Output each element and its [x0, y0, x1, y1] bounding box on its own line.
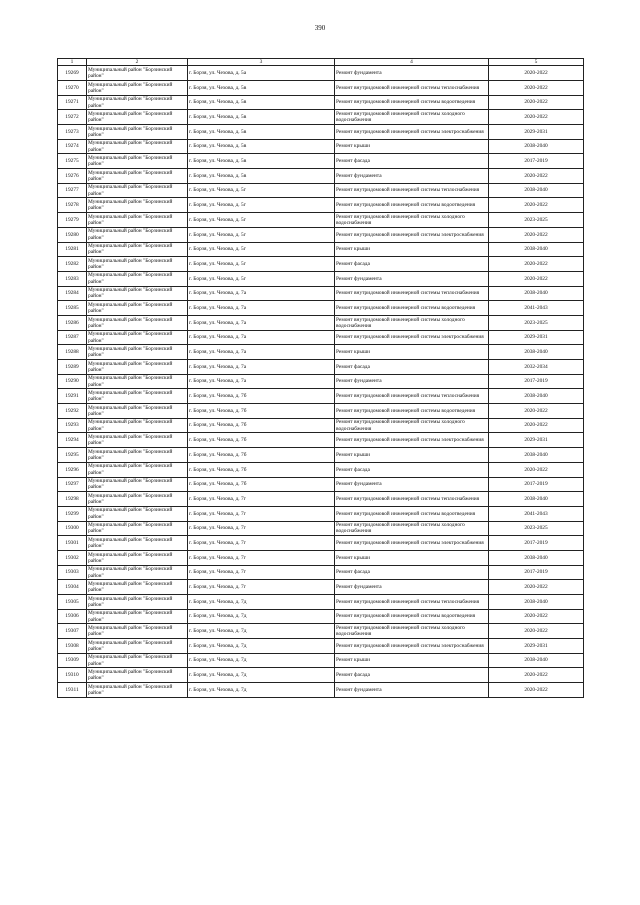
period-cell: 2038-2040 [489, 389, 584, 404]
address-cell: г. Борзя, ул. Чехова, д. 7д [188, 624, 335, 639]
row-number: 19274 [58, 139, 87, 154]
work-type-cell: Ремонт крыши [335, 448, 489, 463]
address-cell: г. Борзя, ул. Чехова, д. 5а [188, 66, 335, 81]
work-type-cell: Ремонт крыши [335, 345, 489, 360]
work-type-cell: Ремонт фундамента [335, 683, 489, 698]
district-cell: Муниципальный район "Борзинский район" [87, 154, 188, 169]
period-cell: 2023-2025 [489, 213, 584, 228]
address-cell: г. Борзя, ул. Чехова, д. 7а [188, 301, 335, 316]
work-type-cell: Ремонт внутридомовой инженерной системы водоотведения [335, 301, 489, 316]
district-cell: Муниципальный район "Борзинский район" [87, 330, 188, 345]
district-cell: Муниципальный район "Борзинский район" [87, 595, 188, 610]
district-cell: Муниципальный район "Борзинский район" [87, 550, 188, 565]
period-cell: 2020-2022 [489, 624, 584, 639]
period-cell: 2020-2022 [489, 418, 584, 433]
work-type-cell: Ремонт крыши [335, 653, 489, 668]
table-row [58, 668, 584, 683]
row-number: 19269 [58, 66, 87, 81]
period-cell: 2038-2040 [489, 653, 584, 668]
address-cell: г. Борзя, ул. Чехова, д. 7б [188, 448, 335, 463]
address-cell: г. Борзя, ул. Чехова, д. 5г [188, 271, 335, 286]
district-cell: Муниципальный район "Борзинский район" [87, 668, 188, 683]
table-row [58, 183, 584, 198]
table-row [58, 271, 584, 286]
address-cell: г. Борзя, ул. Чехова, д. 7г [188, 536, 335, 551]
address-cell: г. Борзя, ул. Чехова, д. 5г [188, 227, 335, 242]
column-number: 3 [188, 59, 335, 66]
work-type-cell: Ремонт внутридомовой инженерной системы теплоснабжения [335, 389, 489, 404]
work-type-cell: Ремонт фасада [335, 668, 489, 683]
address-cell: г. Борзя, ул. Чехова, д. 7б [188, 418, 335, 433]
table-row [58, 66, 584, 81]
work-type-cell: Ремонт внутридомовой инженерной системы холодного водоснабжения [335, 110, 489, 125]
work-type-cell: Ремонт внутридомовой инженерной системы водоотведения [335, 95, 489, 110]
table-row [58, 213, 584, 228]
address-cell: г. Борзя, ул. Чехова, д. 5в [188, 154, 335, 169]
period-cell: 2029-2031 [489, 125, 584, 140]
address-cell: г. Борзя, ул. Чехова, д. 7г [188, 565, 335, 580]
district-cell: Муниципальный район "Борзинский район" [87, 683, 188, 698]
district-cell: Муниципальный район "Борзинский район" [87, 80, 188, 95]
column-number: 5 [489, 59, 584, 66]
period-cell: 2017-2019 [489, 154, 584, 169]
period-cell: 2041-2043 [489, 506, 584, 521]
column-number: 4 [335, 59, 489, 66]
period-cell: 2032-2034 [489, 360, 584, 375]
work-type-cell: Ремонт внутридомовой инженерной системы электроснабжения [335, 536, 489, 551]
row-number: 19271 [58, 95, 87, 110]
table-row [58, 154, 584, 169]
row-number: 19276 [58, 169, 87, 184]
work-type-cell: Ремонт внутридомовой инженерной системы холодного водоснабжения [335, 624, 489, 639]
row-number: 19286 [58, 315, 87, 330]
district-cell: Муниципальный район "Борзинский район" [87, 125, 188, 140]
table-row [58, 433, 584, 448]
work-type-cell: Ремонт внутридомовой инженерной системы холодного водоснабжения [335, 315, 489, 330]
table-row [58, 360, 584, 375]
district-cell: Муниципальный район "Борзинский район" [87, 639, 188, 654]
row-number: 19299 [58, 506, 87, 521]
table-row [58, 506, 584, 521]
work-type-cell: Ремонт фасада [335, 360, 489, 375]
row-number: 19291 [58, 389, 87, 404]
table-row [58, 198, 584, 213]
period-cell: 2038-2040 [489, 448, 584, 463]
district-cell: Муниципальный район "Борзинский район" [87, 213, 188, 228]
row-number: 19307 [58, 624, 87, 639]
row-number: 19308 [58, 639, 87, 654]
row-number: 19292 [58, 404, 87, 419]
period-cell: 2020-2022 [489, 80, 584, 95]
table-row [58, 257, 584, 272]
period-cell: 2020-2022 [489, 227, 584, 242]
period-cell: 2023-2025 [489, 315, 584, 330]
district-cell: Муниципальный район "Борзинский район" [87, 198, 188, 213]
work-type-cell: Ремонт внутридомовой инженерной системы водоотведения [335, 198, 489, 213]
row-number: 19304 [58, 580, 87, 595]
address-cell: г. Борзя, ул. Чехова, д. 7б [188, 477, 335, 492]
address-cell: г. Борзя, ул. Чехова, д. 7г [188, 506, 335, 521]
address-cell: г. Борзя, ул. Чехова, д. 5г [188, 257, 335, 272]
work-type-cell: Ремонт внутридомовой инженерной системы электроснабжения [335, 227, 489, 242]
address-cell: г. Борзя, ул. Чехова, д. 7а [188, 374, 335, 389]
work-type-cell: Ремонт фасада [335, 154, 489, 169]
work-type-cell: Ремонт крыши [335, 550, 489, 565]
district-cell: Муниципальный район "Борзинский район" [87, 242, 188, 257]
address-cell: г. Борзя, ул. Чехова, д. 7г [188, 521, 335, 536]
work-type-cell: Ремонт фундамента [335, 374, 489, 389]
address-cell: г. Борзя, ул. Чехова, д. 7д [188, 683, 335, 698]
district-cell: Муниципальный район "Борзинский район" [87, 389, 188, 404]
district-cell: Муниципальный район "Борзинский район" [87, 345, 188, 360]
address-cell: г. Борзя, ул. Чехова, д. 7д [188, 609, 335, 624]
work-type-cell: Ремонт фундамента [335, 169, 489, 184]
period-cell: 2029-2031 [489, 330, 584, 345]
work-type-cell: Ремонт внутридомовой инженерной системы водоотведения [335, 506, 489, 521]
table-row [58, 536, 584, 551]
table-row [58, 448, 584, 463]
district-cell: Муниципальный район "Борзинский район" [87, 521, 188, 536]
row-number: 19293 [58, 418, 87, 433]
work-type-cell: Ремонт крыши [335, 139, 489, 154]
table-row [58, 286, 584, 301]
row-number: 19288 [58, 345, 87, 360]
address-cell: г. Борзя, ул. Чехова, д. 7а [188, 315, 335, 330]
row-number: 19281 [58, 242, 87, 257]
work-type-cell: Ремонт внутридомовой инженерной системы электроснабжения [335, 330, 489, 345]
district-cell: Муниципальный район "Борзинский район" [87, 227, 188, 242]
district-cell: Муниципальный район "Борзинский район" [87, 536, 188, 551]
address-cell: г. Борзя, ул. Чехова, д. 5г [188, 242, 335, 257]
column-number: 2 [87, 59, 188, 66]
row-number: 19301 [58, 536, 87, 551]
period-cell: 2038-2040 [489, 286, 584, 301]
row-number: 19282 [58, 257, 87, 272]
period-cell: 2020-2022 [489, 66, 584, 81]
district-cell: Муниципальный район "Борзинский район" [87, 257, 188, 272]
table-row [58, 580, 584, 595]
address-cell: г. Борзя, ул. Чехова, д. 5г [188, 198, 335, 213]
row-number: 19284 [58, 286, 87, 301]
address-cell: г. Борзя, ул. Чехова, д. 5г [188, 213, 335, 228]
table-row [58, 653, 584, 668]
address-cell: г. Борзя, ул. Чехова, д. 5в [188, 139, 335, 154]
table-row [58, 624, 584, 639]
period-cell: 2020-2022 [489, 683, 584, 698]
row-number: 19289 [58, 360, 87, 375]
address-cell: г. Борзя, ул. Чехова, д. 7г [188, 492, 335, 507]
period-cell: 2029-2031 [489, 639, 584, 654]
table-row [58, 80, 584, 95]
work-type-cell: Ремонт внутридомовой инженерной системы теплоснабжения [335, 183, 489, 198]
address-cell: г. Борзя, ул. Чехова, д. 5в [188, 110, 335, 125]
table-row [58, 242, 584, 257]
table-row [58, 639, 584, 654]
row-number: 19311 [58, 683, 87, 698]
district-cell: Муниципальный район "Борзинский район" [87, 183, 188, 198]
column-number: 1 [58, 59, 87, 66]
period-cell: 2041-2043 [489, 301, 584, 316]
period-cell: 2017-2019 [489, 477, 584, 492]
district-cell: Муниципальный район "Борзинский район" [87, 624, 188, 639]
work-type-cell: Ремонт фундамента [335, 580, 489, 595]
table-row [58, 374, 584, 389]
register-table [57, 58, 584, 698]
district-cell: Муниципальный район "Борзинский район" [87, 66, 188, 81]
table-row [58, 492, 584, 507]
address-cell: г. Борзя, ул. Чехова, д. 7б [188, 462, 335, 477]
district-cell: Муниципальный район "Борзинский район" [87, 492, 188, 507]
table-row [58, 521, 584, 536]
table-row [58, 345, 584, 360]
row-number: 19277 [58, 183, 87, 198]
address-cell: г. Борзя, ул. Чехова, д. 5г [188, 183, 335, 198]
district-cell: Муниципальный район "Борзинский район" [87, 506, 188, 521]
work-type-cell: Ремонт внутридомовой инженерной системы электроснабжения [335, 125, 489, 140]
row-number: 19309 [58, 653, 87, 668]
address-cell: г. Борзя, ул. Чехова, д. 7б [188, 404, 335, 419]
district-cell: Муниципальный район "Борзинский район" [87, 448, 188, 463]
period-cell: 2017-2019 [489, 374, 584, 389]
address-cell: г. Борзя, ул. Чехова, д. 7б [188, 433, 335, 448]
period-cell: 2038-2040 [489, 242, 584, 257]
district-cell: Муниципальный район "Борзинский район" [87, 462, 188, 477]
row-number: 19295 [58, 448, 87, 463]
row-number: 19279 [58, 213, 87, 228]
district-cell: Муниципальный район "Борзинский район" [87, 609, 188, 624]
period-cell: 2020-2022 [489, 257, 584, 272]
district-cell: Муниципальный район "Борзинский район" [87, 315, 188, 330]
district-cell: Муниципальный район "Борзинский район" [87, 418, 188, 433]
table-row [58, 609, 584, 624]
period-cell: 2038-2040 [489, 550, 584, 565]
address-cell: г. Борзя, ул. Чехова, д. 7д [188, 668, 335, 683]
table-row [58, 125, 584, 140]
district-cell: Муниципальный район "Борзинский район" [87, 110, 188, 125]
district-cell: Муниципальный район "Борзинский район" [87, 477, 188, 492]
district-cell: Муниципальный район "Борзинский район" [87, 565, 188, 580]
period-cell: 2020-2022 [489, 462, 584, 477]
period-cell: 2038-2040 [489, 492, 584, 507]
address-cell: г. Борзя, ул. Чехова, д. 7д [188, 595, 335, 610]
row-number: 19303 [58, 565, 87, 580]
table-row [58, 110, 584, 125]
district-cell: Муниципальный район "Борзинский район" [87, 653, 188, 668]
district-cell: Муниципальный район "Борзинский район" [87, 404, 188, 419]
row-number: 19287 [58, 330, 87, 345]
work-type-cell: Ремонт фасада [335, 257, 489, 272]
row-number: 19275 [58, 154, 87, 169]
district-cell: Муниципальный район "Борзинский район" [87, 580, 188, 595]
table-row [58, 227, 584, 242]
period-cell: 2038-2040 [489, 139, 584, 154]
column-number-row [58, 59, 584, 66]
period-cell: 2038-2040 [489, 183, 584, 198]
row-number: 19283 [58, 271, 87, 286]
district-cell: Муниципальный район "Борзинский район" [87, 286, 188, 301]
period-cell: 2038-2040 [489, 595, 584, 610]
table-row [58, 565, 584, 580]
district-cell: Муниципальный район "Борзинский район" [87, 433, 188, 448]
work-type-cell: Ремонт внутридомовой инженерной системы холодного водоснабжения [335, 418, 489, 433]
work-type-cell: Ремонт внутридомовой инженерной системы электроснабжения [335, 433, 489, 448]
district-cell: Муниципальный район "Борзинский район" [87, 360, 188, 375]
address-cell: г. Борзя, ул. Чехова, д. 7г [188, 550, 335, 565]
work-type-cell: Ремонт внутридомовой инженерной системы теплоснабжения [335, 595, 489, 610]
work-type-cell: Ремонт внутридомовой инженерной системы электроснабжения [335, 639, 489, 654]
period-cell: 2020-2022 [489, 404, 584, 419]
period-cell: 2029-2031 [489, 433, 584, 448]
row-number: 19290 [58, 374, 87, 389]
work-type-cell: Ремонт фундамента [335, 477, 489, 492]
address-cell: г. Борзя, ул. Чехова, д. 7а [188, 360, 335, 375]
period-cell: 2038-2040 [489, 345, 584, 360]
work-type-cell: Ремонт внутридомовой инженерной системы теплоснабжения [335, 286, 489, 301]
table-row [58, 418, 584, 433]
row-number: 19273 [58, 125, 87, 140]
row-number: 19270 [58, 80, 87, 95]
work-type-cell: Ремонт внутридомовой инженерной системы водоотведения [335, 404, 489, 419]
row-number: 19305 [58, 595, 87, 610]
period-cell: 2020-2022 [489, 110, 584, 125]
table-row [58, 683, 584, 698]
table-row [58, 95, 584, 110]
period-cell: 2023-2025 [489, 521, 584, 536]
address-cell: г. Борзя, ул. Чехова, д. 7а [188, 345, 335, 360]
row-number: 19297 [58, 477, 87, 492]
row-number: 19294 [58, 433, 87, 448]
row-number: 19296 [58, 462, 87, 477]
row-number: 19298 [58, 492, 87, 507]
address-cell: г. Борзя, ул. Чехова, д. 7а [188, 330, 335, 345]
district-cell: Муниципальный район "Борзинский район" [87, 139, 188, 154]
district-cell: Муниципальный район "Борзинский район" [87, 374, 188, 389]
period-cell: 2020-2022 [489, 198, 584, 213]
table-row [58, 595, 584, 610]
table-row [58, 550, 584, 565]
work-type-cell: Ремонт фасада [335, 462, 489, 477]
row-number: 19280 [58, 227, 87, 242]
address-cell: г. Борзя, ул. Чехова, д. 7г [188, 580, 335, 595]
row-number: 19272 [58, 110, 87, 125]
table-row [58, 139, 584, 154]
row-number: 19310 [58, 668, 87, 683]
row-number: 19285 [58, 301, 87, 316]
table-row [58, 169, 584, 184]
address-cell: г. Борзя, ул. Чехова, д. 7а [188, 286, 335, 301]
district-cell: Муниципальный район "Борзинский район" [87, 95, 188, 110]
address-cell: г. Борзя, ул. Чехова, д. 7д [188, 653, 335, 668]
period-cell: 2020-2022 [489, 169, 584, 184]
work-type-cell: Ремонт внутридомовой инженерной системы водоотведения [335, 609, 489, 624]
row-number: 19300 [58, 521, 87, 536]
work-type-cell: Ремонт внутридомовой инженерной системы теплоснабжения [335, 492, 489, 507]
work-type-cell: Ремонт внутридомовой инженерной системы холодного водоснабжения [335, 213, 489, 228]
table-row [58, 462, 584, 477]
period-cell: 2020-2022 [489, 95, 584, 110]
address-cell: г. Борзя, ул. Чехова, д. 5в [188, 80, 335, 95]
work-type-cell: Ремонт крыши [335, 242, 489, 257]
district-cell: Муниципальный район "Борзинский район" [87, 271, 188, 286]
district-cell: Муниципальный район "Борзинский район" [87, 169, 188, 184]
address-cell: г. Борзя, ул. Чехова, д. 5в [188, 95, 335, 110]
table-row [58, 315, 584, 330]
work-type-cell: Ремонт внутридомовой инженерной системы холодного водоснабжения [335, 521, 489, 536]
address-cell: г. Борзя, ул. Чехова, д. 7д [188, 639, 335, 654]
table-row [58, 404, 584, 419]
row-number: 19278 [58, 198, 87, 213]
page-number: 390 [314, 24, 326, 32]
table-row [58, 389, 584, 404]
period-cell: 2017-2019 [489, 536, 584, 551]
work-type-cell: Ремонт фасада [335, 565, 489, 580]
period-cell: 2020-2022 [489, 668, 584, 683]
district-cell: Муниципальный район "Борзинский район" [87, 301, 188, 316]
period-cell: 2020-2022 [489, 580, 584, 595]
work-type-cell: Ремонт фундамента [335, 66, 489, 81]
table-row [58, 477, 584, 492]
period-cell: 2020-2022 [489, 609, 584, 624]
row-number: 19302 [58, 550, 87, 565]
work-type-cell: Ремонт внутридомовой инженерной системы теплоснабжения [335, 80, 489, 95]
row-number: 19306 [58, 609, 87, 624]
address-cell: г. Борзя, ул. Чехова, д. 5в [188, 169, 335, 184]
table-row [58, 330, 584, 345]
address-cell: г. Борзя, ул. Чехова, д. 5в [188, 125, 335, 140]
work-type-cell: Ремонт фундамента [335, 271, 489, 286]
table-row [58, 301, 584, 316]
address-cell: г. Борзя, ул. Чехова, д. 7б [188, 389, 335, 404]
period-cell: 2020-2022 [489, 271, 584, 286]
period-cell: 2017-2019 [489, 565, 584, 580]
